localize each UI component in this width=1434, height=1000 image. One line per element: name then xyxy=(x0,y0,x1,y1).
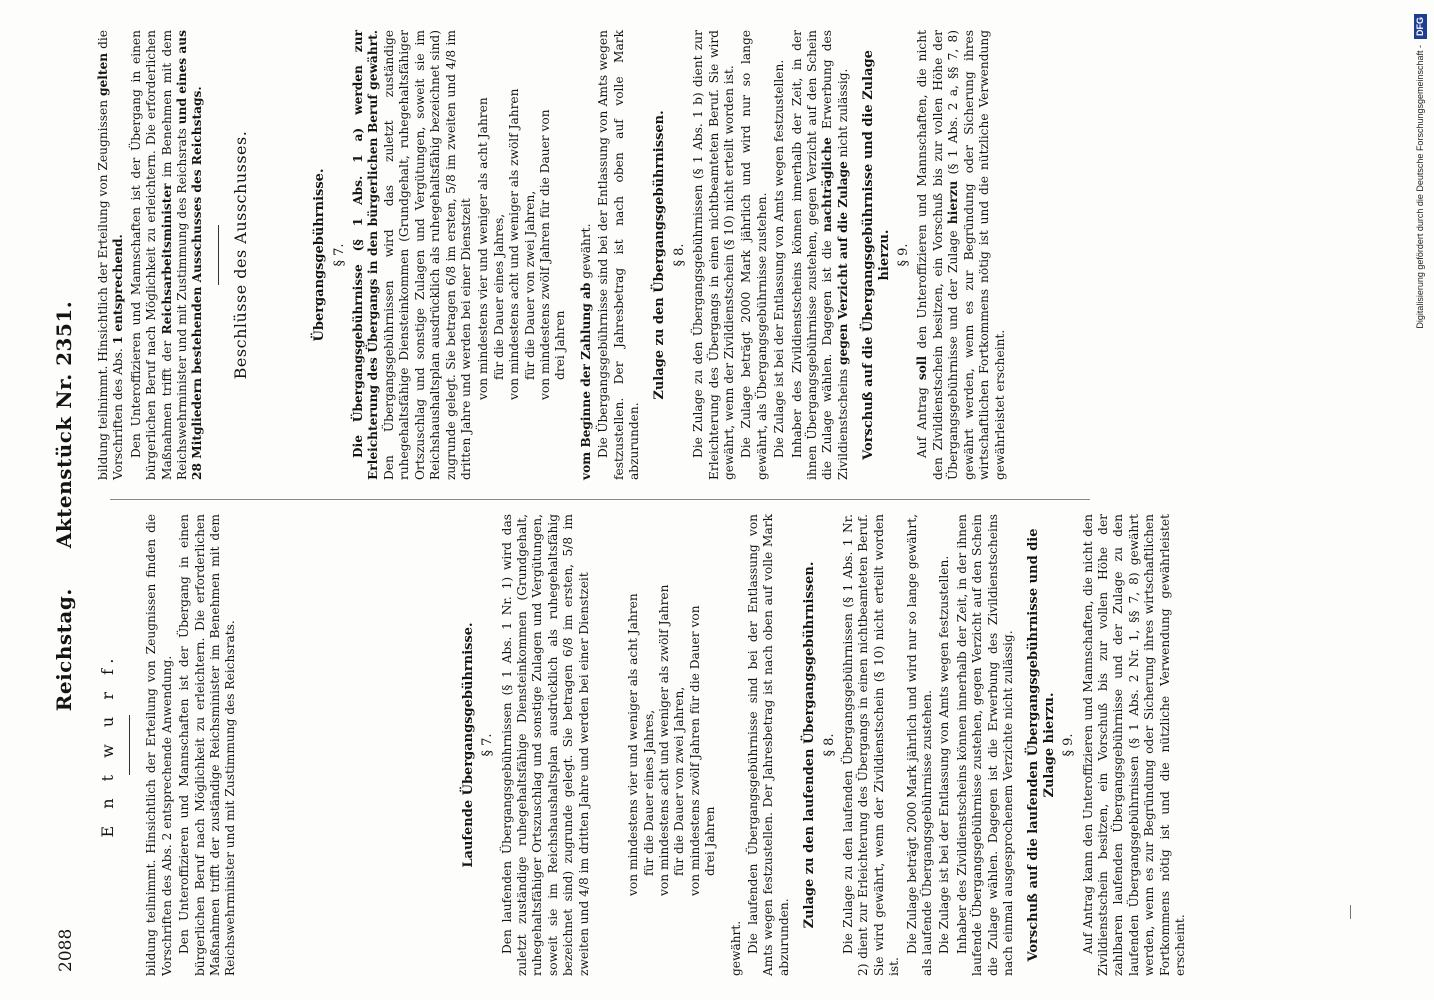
committee-paragraph: Inhaber des Zivildienstscheins können innerhalb der Zeit, in der ihnen Übergangsgebührnisse zustehen, gegen Verzicht auf den Schein die Zulage wählen. Dagegen ist die nachträgliche Erwerbung des Zivildienstscheins gegen Verzicht auf die Zulage nicht zulässig. xyxy=(789,30,850,480)
draft-paragraph: Inhaber des Zivildienstscheins können innerhalb der Zeit, in der ihnen laufende Übergangsgebührnisse zustehen, gegen Verzicht auf den Schein die Zulage wählen. Dagegen ist die Erwerbung des Zivildienstscheins nach einmal ausgesprochenem Verzichte nicht zulässig. xyxy=(954,514,1016,976)
committee-paragraph: vom Beginne der Zahlung ab gewährt. xyxy=(578,223,593,480)
draft-paragraph: Den laufenden Übergangsgebührnissen (§ 1 Abs. 1 Nr. 1) wird das zuletzt zuständige ruhegehaltsfähige Diensteinkommen (Grundgehalt, ruhegehaltsfähiger Ortszuschlag und sonstige Zulagen und Vergütungen, soweit sie im Reichshaushaltsplan ausdrücklich als ruhegehaltsfähig bezeichnet sind) zugrunde gelegt. Sie betragen 6/8 im ersten, 5/8 im zweiten und 4/8 im dritten Jahre und werden bei einer Dienstzeit xyxy=(499,514,591,976)
duration-line: für die Dauer von zwei Jahren, xyxy=(672,686,687,876)
draft-paragraph: Die Zulage ist bei der Entlassung von Amts wegen festzustellen. xyxy=(937,555,952,954)
draft-paragraph: Die laufenden Übergangsgebührnisse sind bei der Entlassung von Amts wegen festzustellen. Der Jahresbetrag ist nach oben auf volle Mark abzurunden. xyxy=(745,514,791,976)
draft-paragraph: Die Zulage zu den laufenden Übergangsgebührnissen (§ 1 Abs. 1 Nr. 2) dient zur Erleichterung des Übergangs in einen nichtbeamteten Beruf. Sie wird gewährt, wenn der Zivildienstschein (§ 10) nicht erteilt worden ist. xyxy=(840,514,902,976)
title-rule xyxy=(129,715,130,775)
duration-line: von mindestens vier und weniger als acht Jahren xyxy=(476,97,491,400)
duration-line: von mindestens vier und weniger als acht Jahren xyxy=(626,593,641,896)
committee-title: Beschlüsse des Ausschusses. xyxy=(230,130,250,380)
funding-text: Digitalisierung gefördert durch die Deutsche Forschungsgemeinschaft - xyxy=(1415,45,1425,329)
draft-paragraph: Den Unteroffizieren und Mannschaften ist der Übergang in einen bürgerlichen Beruf nach Möglichkeit zu erleichtern. Die erforderlichen Maßnahmen trifft der zuständige Reichsminister im Benehmen mit dem Reichswehrminister und mit Zustimmung des Reichsrats. xyxy=(177,514,238,976)
column-divider xyxy=(110,499,1090,500)
duration-line: von mindestens zwölf Jahren für die Dauer von xyxy=(687,605,702,896)
draft-heading: Laufende Übergangsgebührnisse. xyxy=(460,622,476,868)
committee-paragraph: bildung teilnimmt. Hinsichtlich der Erteilung von Zeugnissen gelten die Vorschriften des Abs. 1 entsprechend. xyxy=(96,30,126,480)
running-head-left: Reichstag. xyxy=(52,588,76,712)
funding-sidebar xyxy=(1408,0,1432,1000)
section-number: § 8. xyxy=(671,243,687,267)
committee-paragraph: Die Übergangsgebührnisse sind bei der Entlassung von Amts wegen festzustellen. Der Jahresbetrag ist nach oben auf volle Mark abzurunden. xyxy=(596,30,641,480)
scan-mark xyxy=(1350,905,1351,919)
draft-paragraph: Auf Antrag kann den Unteroffizieren und Mannschaften, die nicht den Zivildienstschein besitzen, ein Vorschuß bis zur vollen Höhe der zahlbaren laufenden Übergangsgebührnisse und der Zulage zu den laufenden Übergangsgebührnissen (§ 1 Abs. 2 Nr. 1, §§ 7, 8) gewährt werden, wenn es zur Begründung oder Sicherung ihres wirtschaftlichen Fortkommens nötig ist und die nützliche Verwendung gewährleistet erscheint. xyxy=(1080,514,1188,976)
committee-paragraph: Die Zulage zu den Übergangsgebührnissen (§ 1 Abs. 1 b) dient zur Erleichterung des Übergangs in einen nichtbeamteten Beruf. Sie wird gewährt, wenn der Zivildienstschein (§ 10) nicht erteilt worden ist. xyxy=(691,30,736,480)
draft-paragraph: gewährt. xyxy=(728,920,743,976)
draft-paragraph: Die Zulage beträgt 2000 Mark jährlich und wird nur so lange gewährt, als laufende Übergangsgebührnisse zustehen. xyxy=(904,514,934,976)
section-number: § 9. xyxy=(1061,733,1077,757)
committee-heading: Zulage zu den Übergangsgebührnissen. xyxy=(652,110,668,400)
committee-heading: Übergangsgebührnisse. xyxy=(312,168,328,342)
duration-line: für die Dauer eines Jahres, xyxy=(641,709,656,876)
dfg-logo: DFG xyxy=(1414,14,1427,39)
committee-paragraph: Den Unteroffizieren und Mannschaften ist der Übergang in einen bürgerlichen Beruf nach Möglichkeit zu erleichtern. Die erforderlichen Maßnahmen trifft der Reichsarbeitsminister im Benehmen mit dem Reichswehrminister und mit Zustimmung des Reichsrats und eines aus 28 Mitgliedern bestehenden Ausschusses des Reichstags. xyxy=(128,29,205,480)
duration-line: für die Dauer eines Jahres, xyxy=(491,213,506,380)
committee-heading: Vorschuß auf die Übergangsgebührnisse und die Zulage hierzu. xyxy=(861,50,892,460)
section-number: § 9. xyxy=(896,243,912,267)
duration-line: drei Jahren xyxy=(703,806,718,876)
section-number: § 8. xyxy=(821,733,837,757)
committee-paragraph: Auf Antrag soll den Unteroffizieren und Mannschaften, die nicht den Zivildienstschein besitzen, ein Vorschuß bis zur vollen Höhe der Übergangsgebührnisse und der Zulage hierzu (§ 1 Abs. 2 a, §§ 7, 8) gewährt werden, wenn es zur Begründung oder Sicherung ihres wirtschaftlichen Fortkommens nötig ist und die nützliche Verwendung gewährleistet erscheint. xyxy=(915,29,1007,480)
duration-line: drei Jahren xyxy=(553,310,568,380)
draft-paragraph: bildung teilnimmt. Hinsichtlich der Erteilung von Zeugnissen finden die Vorschriften des Abs. 2 entsprechende Anwendung. xyxy=(144,514,174,976)
section-number: § 7. xyxy=(331,243,347,267)
draft-column xyxy=(96,514,1365,976)
funding-note xyxy=(1408,0,1432,1000)
committee-paragraph: Die Zulage ist bei der Entlassung von Amts wegen festzustellen. xyxy=(772,59,787,458)
committee-paragraph: Die Übergangsgebührnisse (§ 1 Abs. 1 a) werden zur Erleichterung des Übergangs in den bürgerlichen Beruf gewährt. Den Übergangsgebührnissen wird das zuletzt zuständige ruhegehaltsfähige Diensteinkommen (Grundgehalt, ruhegehaltsfähiger Ortszuschlag und sonstige Zulagen und Vergütungen, soweit sie im Reichshaushaltsplan ausdrücklich als ruhegehaltsfähig bezeichnet sind) zugrunde gelegt. Sie betragen 6/8 im ersten, 5/8 im zweiten und 4/8 im dritten Jahre und werden bei einer Dienstzeit xyxy=(351,30,473,480)
duration-line: von mindestens acht und weniger als zwölf Jahren xyxy=(507,88,522,400)
title-rule xyxy=(218,225,219,285)
running-head-right: Aktenstück Nr. 2351. xyxy=(52,300,76,549)
running-head xyxy=(52,40,76,972)
draft-title: E n t w u r f. xyxy=(98,652,117,838)
committee-column xyxy=(96,30,1365,480)
duration-line: von mindestens acht und weniger als zwölf Jahren xyxy=(656,584,671,896)
page-number: 2088 xyxy=(56,928,76,972)
duration-line: für die Dauer von zwei Jahren, xyxy=(522,190,537,380)
draft-heading: Zulage zu den laufenden Übergangsgebührnissen. xyxy=(802,561,818,929)
section-number: § 7. xyxy=(480,733,496,757)
committee-paragraph: Die Zulage beträgt 2000 Mark jährlich und wird nur so lange gewährt, als Übergangsgebührnisse zustehen. xyxy=(739,30,769,480)
draft-heading: Vorschuß auf die laufenden Übergangsgebührnisse und die Zulage hierzu. xyxy=(1026,528,1057,962)
duration-line: von mindestens zwölf Jahren für die Dauer von xyxy=(537,109,552,400)
page-header xyxy=(52,40,86,972)
